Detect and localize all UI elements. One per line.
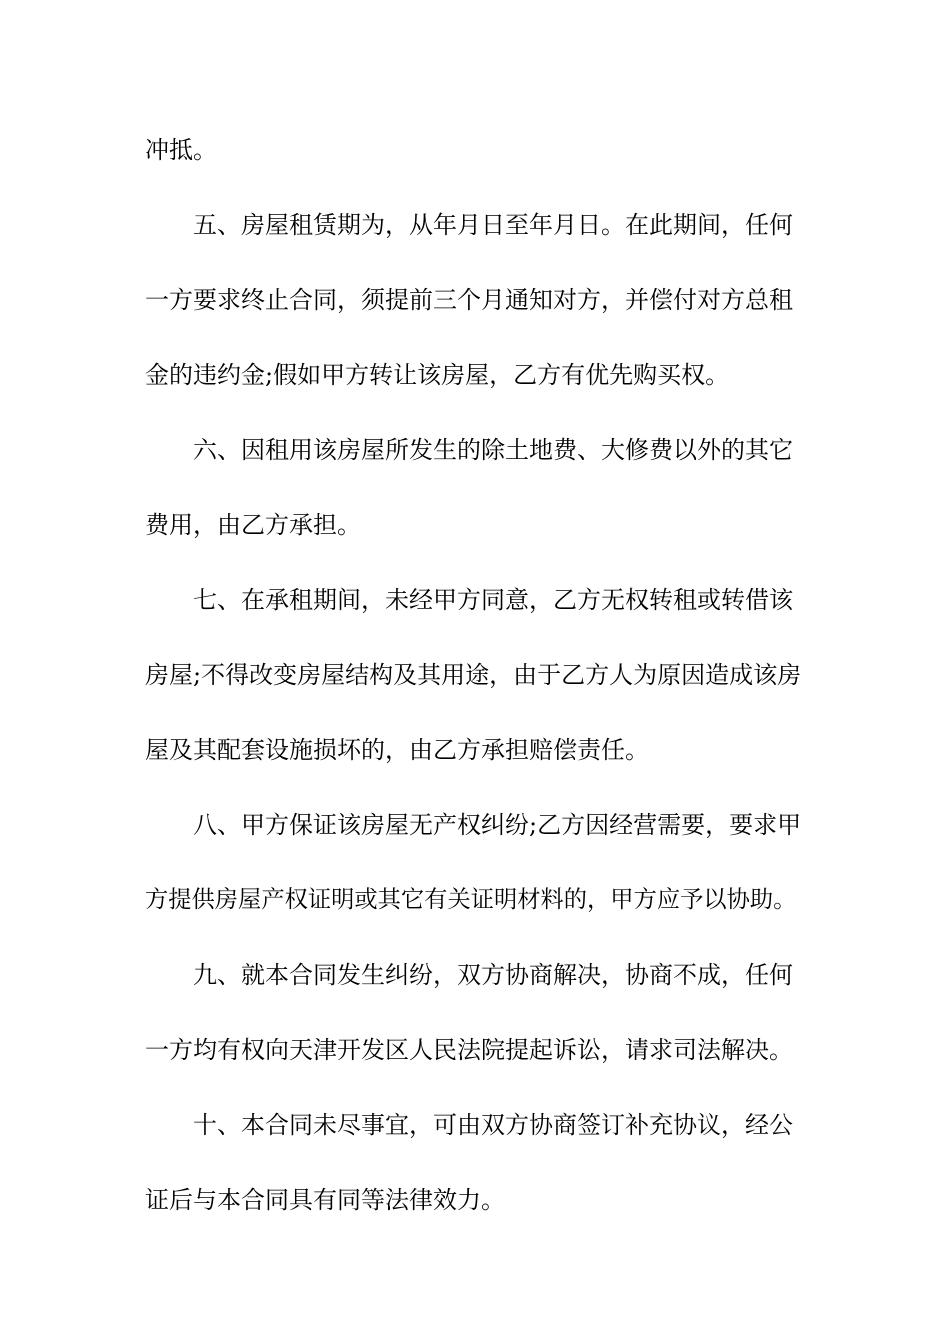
- clause-9-line-1: 九、就本合同发生纠纷，双方协商解决，协商不成，任何: [193, 961, 793, 989]
- clause-8-line-1: 八、甲方保证该房屋无产权纠纷;乙方因经营需要，要求甲: [193, 811, 802, 839]
- clause-7-line-1: 七、在承租期间，未经甲方同意，乙方无权转租或转借该: [193, 586, 793, 614]
- clause-5-line-2: 一方要求终止合同，须提前三个月通知对方，并偿付对方总租: [145, 286, 793, 314]
- clause-5-line-3: 金的违约金;假如甲方转让该房屋，乙方有优先购买权。: [145, 361, 730, 389]
- clause-10-line-1: 十、本合同未尽事宜，可由双方协商签订补充协议，经公: [193, 1111, 793, 1139]
- clause-10-line-2: 证后与本合同具有同等法律效力。: [145, 1186, 505, 1214]
- clause-7-line-2: 房屋;不得改变房屋结构及其用途，由于乙方人为原因造成该房: [145, 661, 802, 689]
- clause-5-line-1: 五、房屋租赁期为，从年月日至年月日。在此期间，任何: [193, 211, 793, 239]
- clause-6-line-1: 六、因租用该房屋所发生的除土地费、大修费以外的其它: [193, 436, 793, 464]
- text-line: 冲抵。: [145, 136, 217, 164]
- clause-9-line-2: 一方均有权向天津开发区人民法院提起诉讼，请求司法解决。: [145, 1036, 793, 1064]
- clause-6-line-2: 费用，由乙方承担。: [145, 511, 361, 539]
- clause-8-line-2: 方提供房屋产权证明或其它有关证明材料的，甲方应予以协助。: [145, 886, 797, 913]
- clause-7-line-3: 屋及其配套设施损坏的，由乙方承担赔偿责任。: [145, 736, 649, 764]
